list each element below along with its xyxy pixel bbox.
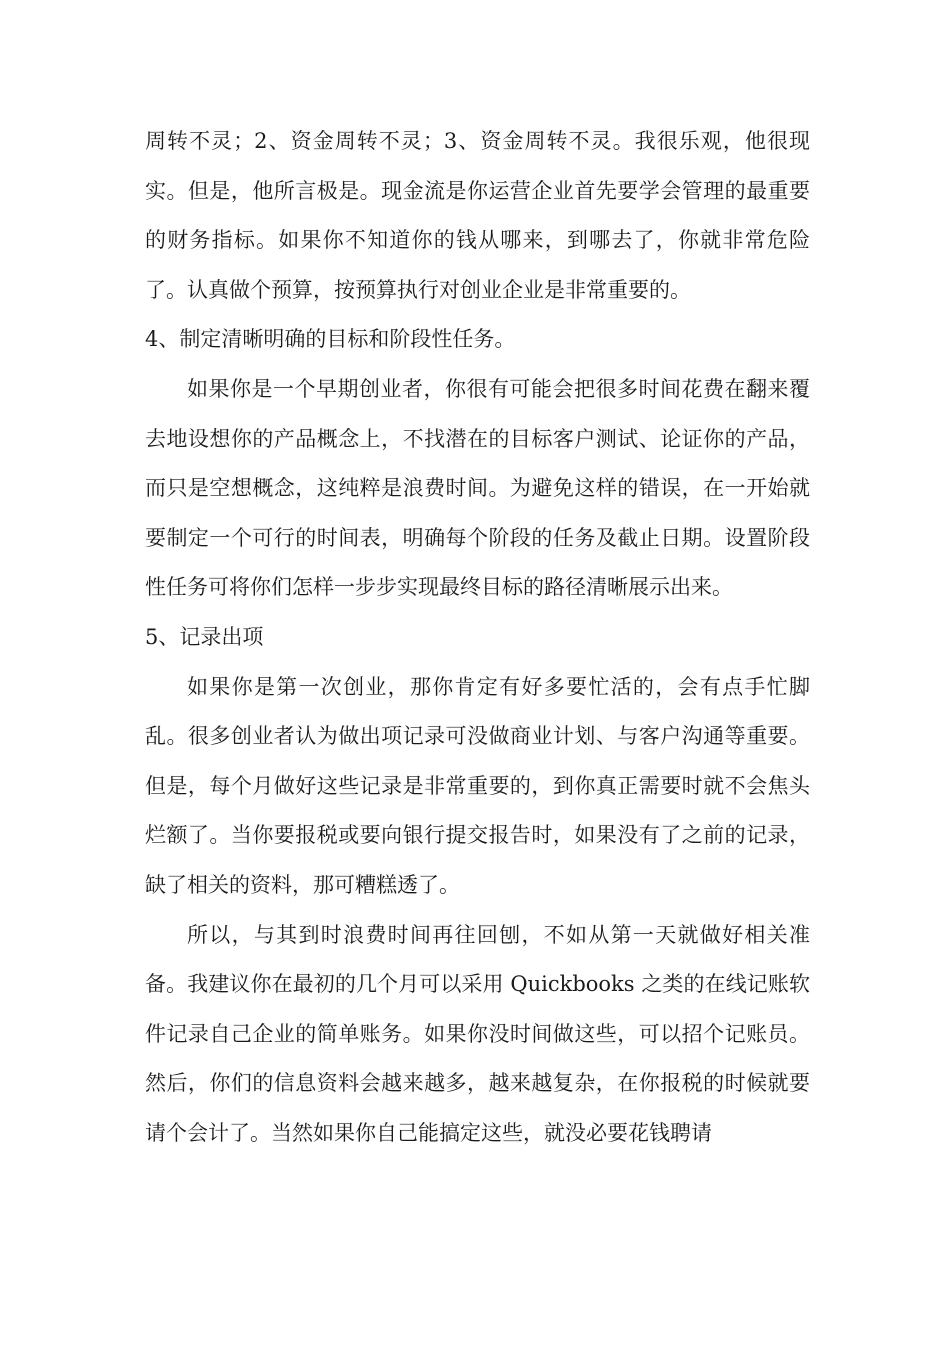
paragraph-cash-flow: 周转不灵；2、资金周转不灵；3、资金周转不灵。我很乐观，他很现实。但是，他所言极是。现金流是你运营企业首先要学会管理的最重要的财务指标。如果你不知道你的钱从哪来，到哪去了，你就非常危险了。认真做个预算，按预算执行对创业企业是非常重要的。: [145, 129, 810, 302]
paragraph-bookkeeping: 所以，与其到时浪费时间再往回刨，不如从第一天就做好相关准备。我建议你在最初的几个月可以采用 Quickbooks 之类的在线记账软件记录自己企业的简单账务。如果你没时间做这些，可以招个记账员。然后，你们的信息资料会越来越多，越来越复杂，在你报税的时候就要请个会计了。当然如果你自己能搞定这些，就没必要花钱聘请: [145, 922, 810, 1145]
section-heading-5: 5、记录出项: [145, 624, 264, 649]
body-text: [145, 117, 810, 1158]
paragraph-goals: 如果你是一个早期创业者，你很有可能会把很多时间花费在翻来覆去地设想你的产品概念上，不找潜在的目标客户测试、论证你的产品，而只是空想概念，这纯粹是浪费时间。为避免这样的错误，在一开始就要制定一个可行的时间表，明确每个阶段的任务及截止日期。设置阶段性任务可将你们怎样一步步实现最终目标的路径清晰展示出来。: [145, 376, 810, 600]
section-heading-4: 4、制定清晰明确的目标和阶段性任务。: [145, 327, 516, 352]
paragraph-records: 如果你是第一次创业，那你肯定有好多要忙活的，会有点手忙脚乱。很多创业者认为做出项记录可没做商业计划、与客户沟通等重要。但是，每个月做好这些记录是非常重要的，到你真正需要时就不会焦头烂额了。当你要报税或要向银行提交报告时，如果没有了之前的记录，缺了相关的资料，那可糟糕透了。: [145, 674, 810, 897]
